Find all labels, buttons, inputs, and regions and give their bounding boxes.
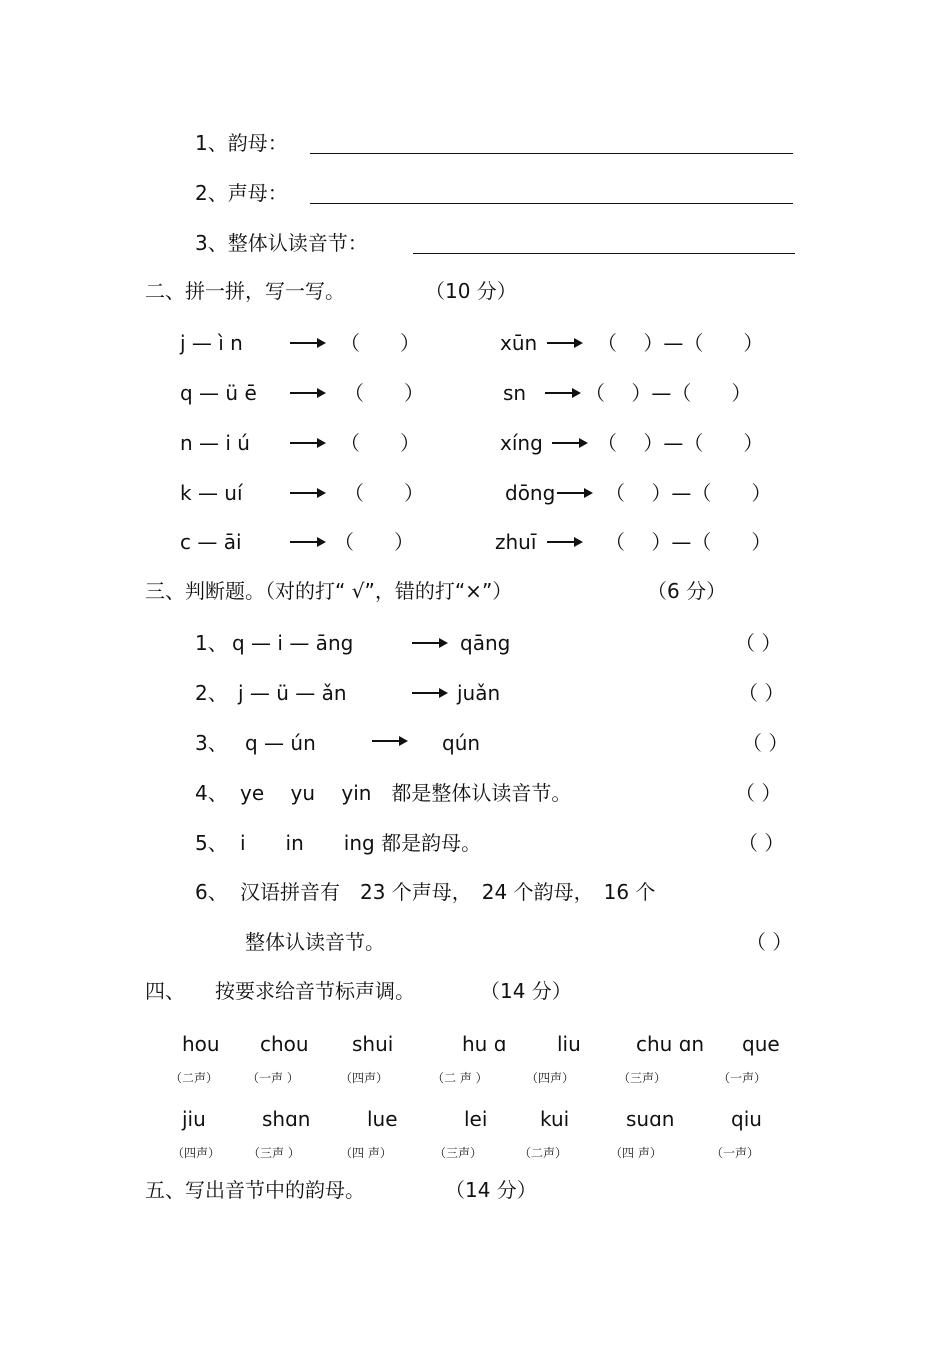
tone-hint: （二声） [170, 1071, 219, 1085]
tone-hint: （一声） [718, 1071, 767, 1085]
section2-left-blank[interactable]: （ ） [340, 331, 420, 355]
arrow-icon [552, 442, 586, 444]
tone-hint: （四 声） [340, 1146, 392, 1160]
tone-hint: （三声 ） [248, 1146, 300, 1160]
judge-item-expr: j — ü — ǎn [238, 681, 347, 705]
tone-syllable[interactable]: lei [464, 1107, 488, 1131]
judge-item-text: i in ing 都是韵母。 [240, 831, 482, 855]
section4-score: （14 分） [480, 979, 572, 1003]
arrow-icon [412, 642, 446, 644]
section2-right-blanks[interactable]: （ ）—（ ） [597, 331, 764, 355]
tone-hint: （一声 ） [247, 1071, 299, 1085]
judge-item-result: qāng [460, 631, 511, 655]
fill-item-initials-answer-line[interactable] [310, 203, 793, 204]
tone-hint: （三声） [434, 1146, 483, 1160]
section2-left-expr: j — ì n [180, 331, 243, 355]
section2-title: 二、拼一拼，写一写。 [145, 279, 345, 303]
tone-hint: （二声） [519, 1146, 568, 1160]
arrow-icon [290, 392, 324, 394]
section2-right-blanks[interactable]: （ ）—（ ） [605, 481, 772, 505]
section2-right-syllable: zhuī [495, 530, 537, 554]
tone-syllable[interactable]: jiu [182, 1107, 206, 1131]
section5-title: 五、写出音节中的韵母。 [145, 1178, 365, 1202]
section2-right-syllable: sn [503, 381, 527, 405]
judge-item-answer-paren[interactable]: （ ） [742, 731, 789, 755]
judge-item-answer-paren[interactable]: （ ） [735, 631, 782, 655]
judge-item-number: 5、 [195, 831, 228, 855]
tone-syllable[interactable]: shui [352, 1032, 394, 1056]
arrow-icon [372, 740, 406, 742]
tone-hint: （四声） [526, 1071, 575, 1085]
section2-right-syllable: dōng [505, 481, 556, 505]
section2-left-expr: k — uí [180, 481, 243, 505]
judge-item-result: juǎn [457, 681, 501, 705]
tone-syllable[interactable]: chou [260, 1032, 309, 1056]
judge-item-text: ye yu yin 都是整体认读音节。 [240, 781, 572, 805]
section2-left-blank[interactable]: （ ） [340, 431, 420, 455]
fill-item-initials-label: 2、声母： [195, 181, 288, 205]
judge-item-answer-paren[interactable]: （ ） [735, 781, 782, 805]
tone-syllable[interactable]: qiu [731, 1107, 762, 1131]
fill-item-finals-answer-line[interactable] [310, 153, 793, 154]
judge-item-answer-paren[interactable]: （ ） [738, 681, 785, 705]
judge-item-text: 汉语拼音有 23 个声母， 24 个韵母， 16 个 [240, 880, 656, 904]
tone-syllable[interactable]: hou [182, 1032, 220, 1056]
section2-right-blanks[interactable]: （ ）—（ ） [597, 431, 764, 455]
section4-title: 四、 按要求给音节标声调。 [145, 979, 415, 1003]
arrow-icon [290, 342, 324, 344]
tone-syllable[interactable]: chu ɑn [636, 1032, 705, 1056]
fill-item-whole-syllables-label: 3、整体认读音节： [195, 231, 368, 255]
judge-item-number: 2、 [195, 681, 228, 705]
judge-item-answer-paren[interactable]: （ ） [738, 831, 785, 855]
fill-item-whole-syllables-answer-line[interactable] [413, 253, 795, 254]
tone-syllable[interactable]: kui [540, 1107, 570, 1131]
tone-hint: （一声） [711, 1146, 760, 1160]
section2-left-blank[interactable]: （ ） [334, 530, 414, 554]
tone-hint: （四声） [340, 1071, 389, 1085]
tone-syllable[interactable]: que [742, 1032, 780, 1056]
section2-left-expr: n — i ú [180, 431, 250, 455]
arrow-icon [557, 492, 591, 494]
judge-item-number: 3、 [195, 731, 228, 755]
section3-score: （6 分） [647, 579, 727, 603]
section2-right-syllable: xíng [500, 431, 543, 455]
section2-left-expr: c — āi [180, 530, 242, 554]
judge-item-expr: q — i — āng [232, 631, 354, 655]
arrow-icon [547, 342, 581, 344]
section2-left-blank[interactable]: （ ） [344, 381, 424, 405]
arrow-icon [290, 541, 324, 543]
judge-item-expr: q — ún [245, 731, 316, 755]
section2-score: （10 分） [425, 279, 517, 303]
tone-syllable[interactable]: lue [367, 1107, 398, 1131]
section2-left-blank[interactable]: （ ） [344, 481, 424, 505]
tone-hint: （四声） [172, 1146, 221, 1160]
section5-score: （14 分） [445, 1178, 537, 1202]
judge-item-number: 1、 [195, 631, 228, 655]
section2-left-expr: q — ü ē [180, 381, 257, 405]
tone-hint: （三声） [618, 1071, 667, 1085]
arrow-icon [547, 541, 581, 543]
tone-syllable[interactable]: suɑn [626, 1107, 675, 1131]
tone-hint: （四 声） [610, 1146, 662, 1160]
judge-item-answer-paren[interactable]: （ ） [746, 930, 793, 954]
section2-right-blanks[interactable]: （ ）—（ ） [605, 530, 772, 554]
arrow-icon [545, 392, 579, 394]
judge-item-number: 6、 [195, 880, 228, 904]
tone-syllable[interactable]: liu [557, 1032, 581, 1056]
section3-title: 三、判断题。（对的打“ √”，错的打“×”） [145, 579, 513, 603]
section2-right-blanks[interactable]: （ ）—（ ） [585, 381, 752, 405]
tone-hint: （二 声 ） [432, 1071, 488, 1085]
section2-right-syllable: xūn [500, 331, 538, 355]
judge-item-number: 4、 [195, 781, 228, 805]
arrow-icon [290, 492, 324, 494]
arrow-icon [290, 442, 324, 444]
judge-item-text-continued: 整体认读音节。 [245, 930, 385, 954]
judge-item-result: qún [442, 731, 481, 755]
tone-syllable[interactable]: hu ɑ [462, 1032, 507, 1056]
tone-syllable[interactable]: shɑn [262, 1107, 311, 1131]
fill-item-finals-label: 1、韵母： [195, 131, 288, 155]
arrow-icon [412, 692, 446, 694]
